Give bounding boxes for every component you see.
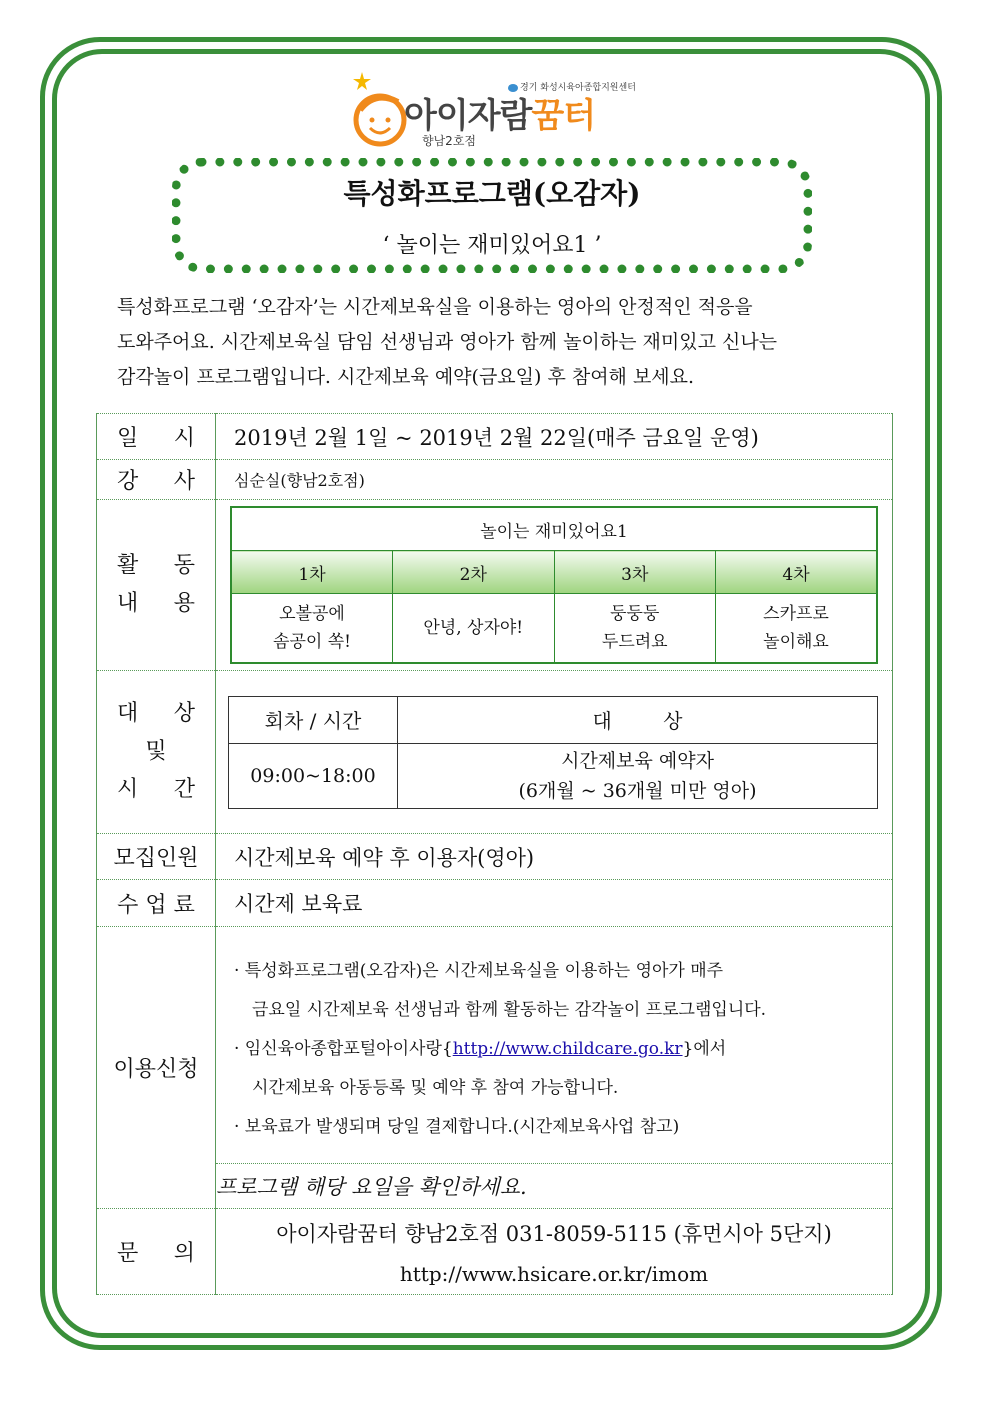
row-recruit bbox=[97, 834, 893, 880]
brand-name: 아이자람꿈터 bbox=[404, 96, 596, 136]
target-table bbox=[228, 696, 878, 809]
page-subtitle: ‘ 놀이는 재미있어요1 ’ bbox=[382, 233, 602, 258]
intro-line: 특성화프로그램 ‘오감자’는 시간제보육실을 이용하는 영아의 안정적인 적응을 bbox=[117, 296, 753, 318]
activity-table bbox=[230, 506, 878, 664]
activity-header: 놀이는 재미있어요1 bbox=[231, 507, 877, 551]
apply-line: · 보육료가 발생되며 당일 결제합니다.(시간제보육사업 참고) bbox=[234, 1116, 680, 1137]
value-fee: 시간제 보육료 bbox=[216, 880, 893, 927]
label-target-1: 대 상 bbox=[117, 701, 195, 726]
branch-name: 향남2호점 bbox=[422, 134, 477, 148]
activity-item-1: 오볼공에 솜공이 쏙! bbox=[231, 594, 393, 664]
value-instructor: 심순실(향남2호점) bbox=[216, 460, 893, 500]
activity-item-4: 스카프로 놀이해요 bbox=[716, 594, 878, 664]
logo bbox=[350, 70, 650, 150]
step-3: 3차 bbox=[554, 551, 716, 594]
step-1: 1차 bbox=[231, 551, 393, 594]
smiley-face-icon bbox=[350, 70, 410, 150]
label-activity-2: 내 용 bbox=[117, 591, 195, 616]
label-fee: 수 업 료 bbox=[97, 880, 216, 927]
apply-line: · 특성화프로그램(오감자)은 시간제보육실을 이용하는 영아가 매주 bbox=[234, 960, 724, 981]
label-inquiry: 문 의 bbox=[117, 1241, 195, 1266]
childcare-link[interactable]: http://www.childcare.go.kr bbox=[452, 1038, 683, 1059]
intro-paragraph bbox=[117, 290, 877, 395]
inquiry-url[interactable]: http://www.hsicare.or.kr/imom bbox=[399, 1261, 709, 1286]
col-target-header: 대 상 bbox=[398, 696, 878, 743]
row-instructor bbox=[97, 460, 893, 500]
row-fee bbox=[97, 880, 893, 927]
inquiry-contact: 아이자람꿈터 향남2호점 031-8059-5115 (휴먼시아 5단지) bbox=[276, 1221, 832, 1246]
label-date: 일 시 bbox=[117, 426, 195, 451]
row-date bbox=[97, 414, 893, 460]
col-time-header: 회차 / 시간 bbox=[229, 696, 398, 743]
apply-details bbox=[216, 934, 892, 1157]
intro-line: 도와주어요. 시간제보육실 담임 선생님과 영아가 함께 놀이하는 재미있고 신나는 bbox=[117, 331, 778, 353]
step-2: 2차 bbox=[393, 551, 555, 594]
intro-line: 감각놀이 프로그램입니다. 시간제보육 예약(금요일) 후 참여해 보세요. bbox=[117, 366, 695, 388]
row-activity bbox=[97, 500, 893, 671]
apply-note: 프로그램 해당 요일을 확인하세요. bbox=[216, 1164, 893, 1209]
page-title: 특성화프로그램(오감자) bbox=[343, 177, 641, 210]
row-target bbox=[97, 671, 893, 834]
activity-item-3: 둥둥둥 두드려요 bbox=[554, 594, 716, 664]
label-activity-1: 활 동 bbox=[117, 553, 195, 578]
apply-line: 시간제보육 아동등록 및 예약 후 참여 가능합니다. bbox=[252, 1077, 619, 1098]
value-inquiry bbox=[216, 1209, 893, 1295]
label-apply: 이용신청 bbox=[97, 927, 216, 1209]
target-desc: 시간제보육 예약자 (6개월 ~ 36개월 미만 영아) bbox=[398, 743, 878, 808]
label-target-3: 시 간 bbox=[117, 777, 195, 802]
label-instructor: 강 사 bbox=[117, 469, 195, 494]
apply-line: 금요일 시간제보육 선생님과 함께 활동하는 감각놀이 프로그램입니다. bbox=[252, 999, 767, 1020]
row-apply bbox=[97, 927, 893, 1164]
apply-line: · 임신육아종합포털아이사랑{http://www.childcare.go.kr}에서 bbox=[234, 1038, 727, 1059]
row-inquiry bbox=[97, 1209, 893, 1295]
step-4: 4차 bbox=[716, 551, 878, 594]
target-time: 09:00~18:00 bbox=[229, 743, 398, 808]
row-apply-note bbox=[97, 1164, 893, 1209]
value-recruit: 시간제보육 예약 후 이용자(영아) bbox=[216, 834, 893, 880]
org-name: 경기 화성시육아종합지원센터 bbox=[508, 80, 636, 93]
label-target-2: 및 bbox=[145, 739, 167, 764]
activity-item-2: 안녕, 상자야! bbox=[393, 594, 555, 664]
info-table bbox=[96, 413, 893, 1295]
value-date: 2019년 2월 1일 ~ 2019년 2월 22일(매주 금요일 운영) bbox=[216, 414, 893, 460]
label-recruit: 모집인원 bbox=[97, 834, 216, 880]
